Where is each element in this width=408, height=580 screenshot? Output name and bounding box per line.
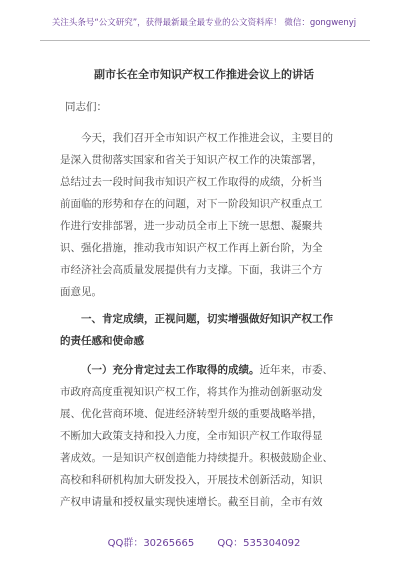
subheading: （一）充分肯定过去工作取得的成绩。 (81, 364, 260, 376)
greeting: 同志们： (65, 101, 107, 113)
text-line: 今天，我们召开全市知识产权工作推进会议，主要目的 (81, 132, 333, 144)
text-line (60, 359, 350, 381)
header-banner: 关注头条号“公文研究”，获得最新最全最专业的公文资料库！ 微信：gongwenyj (51, 18, 357, 28)
text-line: 前面临的形势和存在的问题，对下一阶段知识产权重点工 (60, 198, 323, 210)
paragraph-intro (60, 127, 350, 303)
text-line: 总结过去一段时间我市知识产权工作取得的成绩，分析当 (60, 176, 323, 188)
text-line: 产权申请量和授权量实现快速增长。截至目前，全市有效 (60, 496, 323, 508)
heading-line: 一、肯定成绩，正视问题，切实增强做好知识产权工作 (81, 313, 333, 325)
text-line: 展、优化营商环境、促进经济转型升级的重要战略举措， (60, 408, 323, 420)
document-title: 副市长在全市知识产权工作推进会议上的讲话 (94, 68, 314, 81)
paragraph-achievements (60, 359, 350, 513)
qq-group-text: QQ群：30265665 (107, 538, 195, 549)
text-line: 高校和科研机构加大研发投入，开展技术创新活动，知识 (60, 474, 323, 486)
text-line: 作进行安排部署，进一步动员全市上下统一思想、凝聚共 (60, 220, 323, 232)
section-heading (60, 308, 350, 352)
text-line: 著成效。一是知识产权创造能力持续提升。积极鼓励企业、 (60, 452, 333, 464)
text-line: 市政府高度重视知识产权工作，将其作为推动创新驱动发 (60, 386, 323, 398)
qq-text: QQ：535304092 (217, 538, 301, 549)
text-line: 识、强化措施，推动我市知识产权工作再上新台阶，为全 (60, 242, 323, 254)
footer-contact (0, 534, 408, 549)
text-line: 不断加大政策支持和投入力度，全市知识产权工作取得显 (60, 430, 323, 442)
heading-line: 的责任感和使命感 (60, 335, 144, 347)
text-line: 面意见。 (60, 286, 102, 298)
text-line: 市经济社会高质量发展提供有力支撑。下面，我讲三个方 (60, 264, 323, 276)
header-divider (40, 40, 370, 41)
text-line: 是深入贯彻落实国家和省关于知识产权工作的决策部署， (60, 154, 323, 166)
subheading-rest: 近年来，市委、 (259, 364, 333, 376)
